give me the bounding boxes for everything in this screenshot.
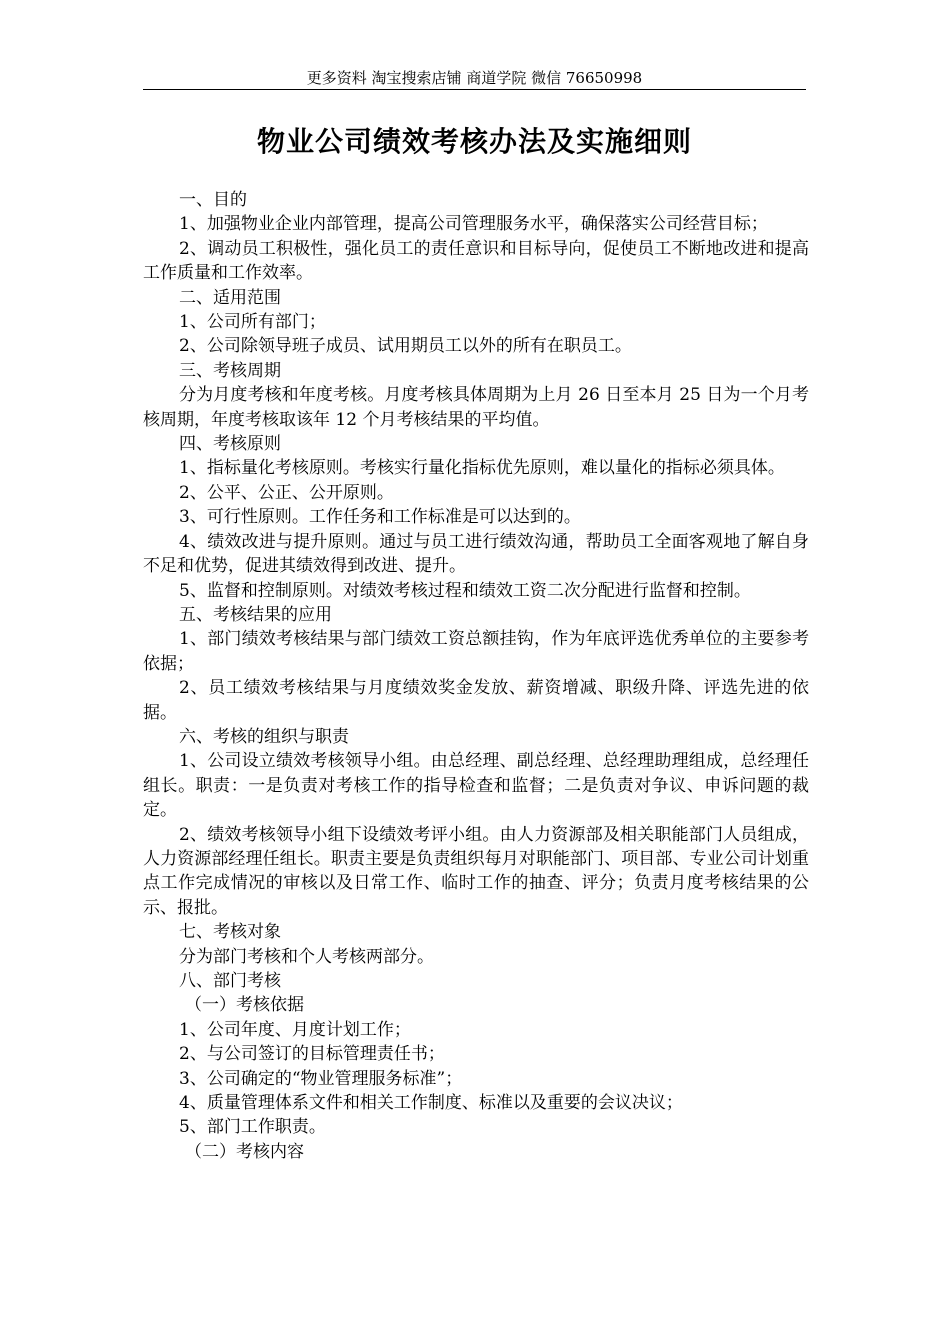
paragraph: 4、质量管理体系文件和相关工作制度、标准以及重要的会议决议； <box>179 1093 683 1114</box>
paragraph: 2、与公司签订的目标管理责任书； <box>179 1044 445 1065</box>
subsection-heading: （二）考核内容 <box>185 1141 304 1162</box>
page-header: 更多资料 淘宝搜索店铺 商道学院 微信 76650998 <box>306 69 643 87</box>
paragraph: 2、公司除领导班子成员、试用期员工以外的所有在职员工。 <box>179 336 632 357</box>
paragraph: 1、公司设立绩效考核领导小组。由总经理、副总经理、总经理助理组成，总经理任组长。职责：一是负责对考核工作的指导检查和监督；二是负责对争议、申诉问题的裁定。 <box>143 751 809 821</box>
document-title: 物业公司绩效考核办法及实施细则 <box>256 125 692 158</box>
section-heading: 二、适用范围 <box>179 287 281 308</box>
document-body <box>143 188 809 1164</box>
header-divider <box>143 89 806 90</box>
paragraph: 分为部门考核和个人考核两部分。 <box>179 946 434 967</box>
section-heading: 三、考核周期 <box>179 360 281 381</box>
section-heading: 一、目的 <box>179 190 247 210</box>
paragraph: 2、公平、公正、公开原则。 <box>179 482 394 503</box>
section-heading: 五、考核结果的应用 <box>179 604 332 625</box>
subsection-heading: （一）考核依据 <box>185 995 304 1016</box>
paragraph: 1、公司所有部门； <box>179 312 326 333</box>
paragraph: 1、加强物业企业内部管理，提高公司管理服务水平，确保落实公司经营目标； <box>179 214 768 235</box>
paragraph: 5、监督和控制原则。对绩效考核过程和绩效工资二次分配进行监督和控制。 <box>179 580 751 601</box>
paragraph: 5、部门工作职责。 <box>179 1117 326 1138</box>
section-heading: 四、考核原则 <box>179 434 281 455</box>
paragraph: 3、可行性原则。工作任务和工作标准是可以达到的。 <box>179 507 581 528</box>
section-heading: 八、部门考核 <box>179 971 281 991</box>
paragraph: 2、调动员工积极性，强化员工的责任意识和目标导向，促使员工不断地改进和提高工作质量和工作效率。 <box>143 238 809 284</box>
paragraph: 1、部门绩效考核结果与部门绩效工资总额挂钩，作为年底评选优秀单位的主要参考依据； <box>143 629 809 674</box>
paragraph: 分为月度考核和年度考核。月度考核具体周期为上月 26 日至本月 25 日为一个月考核周期，年度考核取该年 12 个月考核结果的平均值。 <box>143 385 809 430</box>
paragraph: 1、指标量化考核原则。考核实行量化指标优先原则，难以量化的指标必须具体。 <box>179 458 785 479</box>
section-heading: 六、考核的组织与职责 <box>179 726 349 747</box>
paragraph: 2、员工绩效考核结果与月度绩效奖金发放、薪资增减、职级升降、评选先进的依据。 <box>143 678 809 723</box>
paragraph: 1、公司年度、月度计划工作； <box>179 1019 411 1040</box>
section-heading: 七、考核对象 <box>179 922 281 943</box>
paragraph: 4、绩效改进与提升原则。通过与员工进行绩效沟通，帮助员工全面客观地了解自身不足和优势，促进其绩效得到改进、提升。 <box>143 531 809 577</box>
paragraph: 3、公司确定的“物业管理服务标准”； <box>179 1068 463 1089</box>
paragraph: 2、绩效考核领导小组下设绩效考评小组。由人力资源部及相关职能部门人员组成，人力资源部经理任组长。职责主要是负责组织每月对职能部门、项目部、专业公司计划重点工作完成情况的审核以及日常工作、临时工作的抽查、评分；负责月度考核结果的公示、报批。 <box>143 824 809 918</box>
